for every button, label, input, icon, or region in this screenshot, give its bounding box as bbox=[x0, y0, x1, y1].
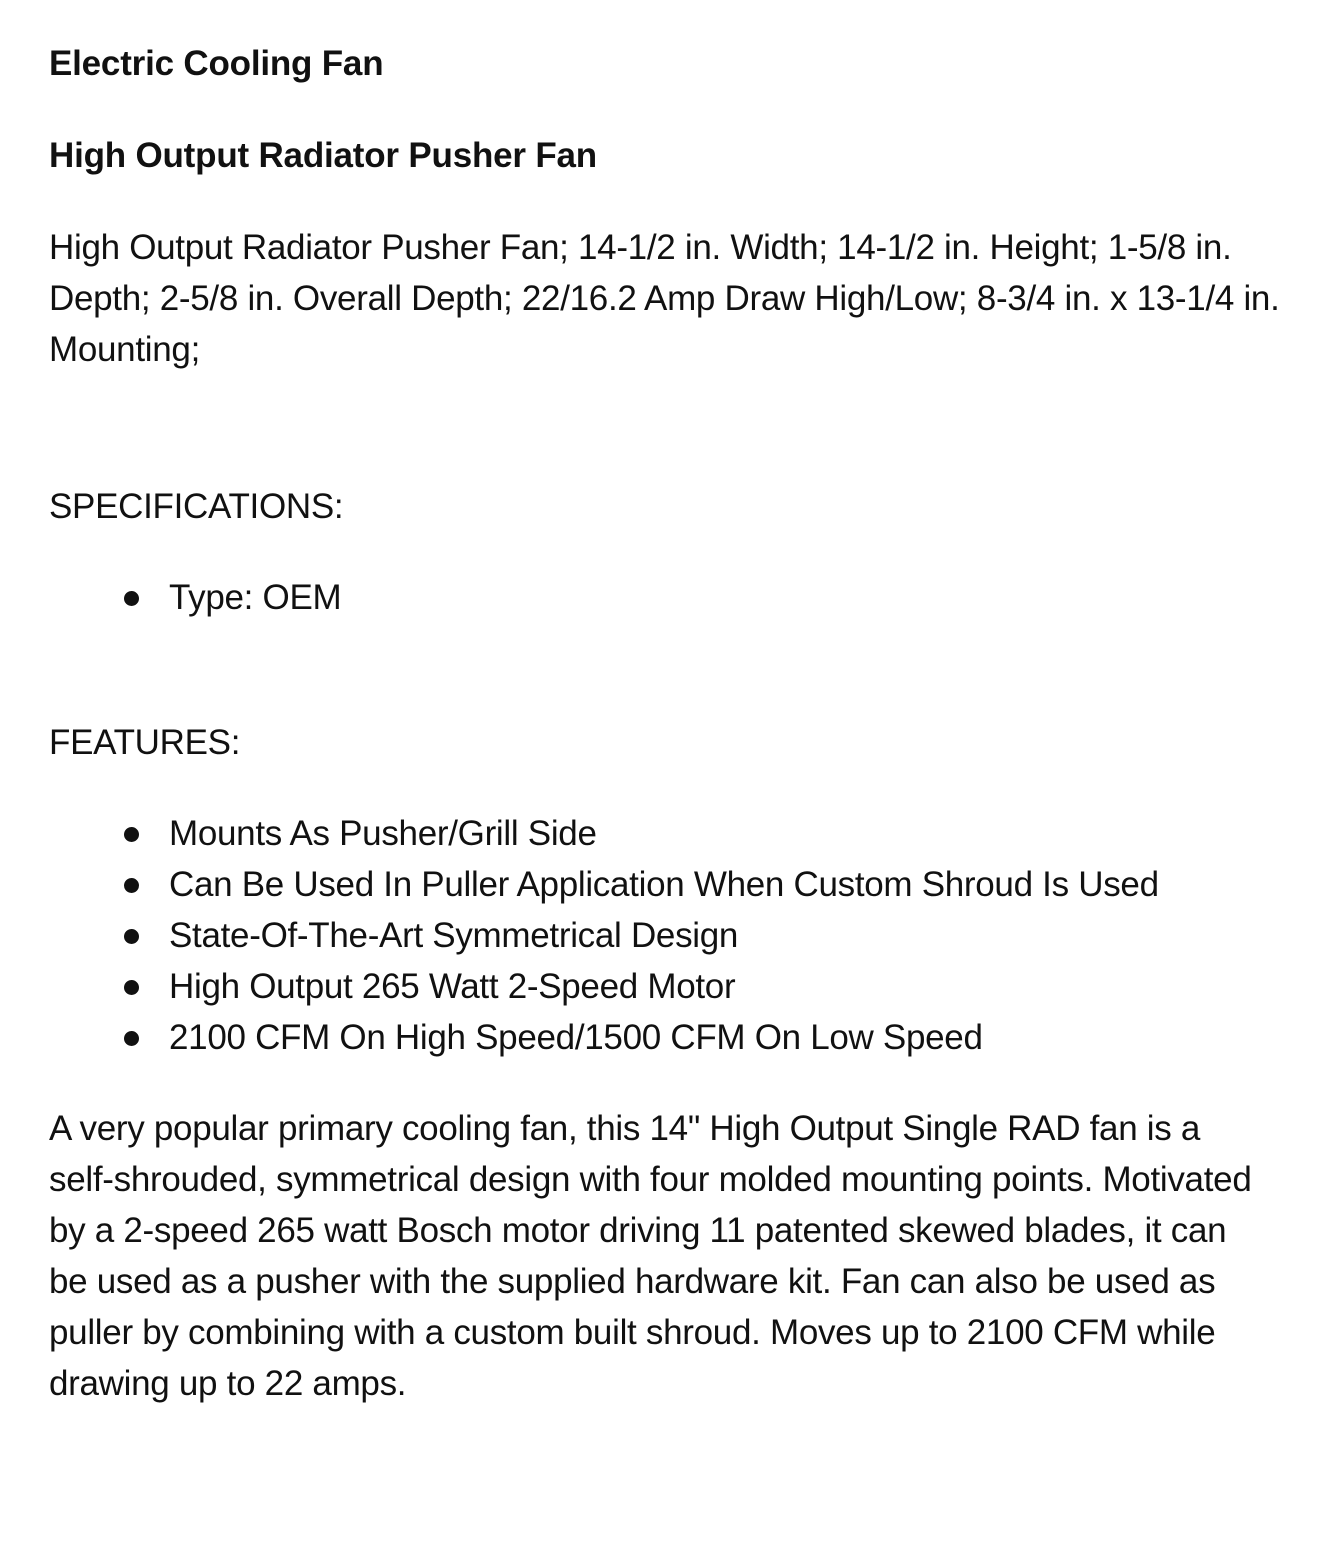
list-item-text: Mounts As Pusher/Grill Side bbox=[169, 814, 597, 853]
list-item-text: 2100 CFM On High Speed/1500 CFM On Low Speed bbox=[169, 1018, 983, 1057]
bullet-icon bbox=[124, 827, 139, 842]
features-list bbox=[49, 808, 1289, 1063]
list-item-text: Can Be Used In Puller Application When Custom Shroud Is Used bbox=[169, 865, 1159, 904]
bullet-icon bbox=[124, 1031, 139, 1046]
list-item bbox=[49, 961, 1209, 1012]
bullet-icon bbox=[124, 929, 139, 944]
page-title: Electric Cooling Fan bbox=[49, 44, 384, 83]
list-item bbox=[49, 572, 1209, 623]
specifications-list bbox=[49, 572, 1289, 623]
description-paragraph: A very popular primary cooling fan, this 14" High Output Single RAD fan is a self-shrouded, symmetrical design with four molded mounting points. Motivated by a 2-speed 265 watt Bosch motor driving 11 patented skewed blades, it can be used as a pusher with the supplied hardware kit. Fan can also be used as puller by combining with a custom built shroud. Moves up to 2100 CFM while drawing up to 22 amps. bbox=[49, 1109, 1252, 1403]
product-description bbox=[49, 38, 1289, 1409]
list-item-text: High Output 265 Watt 2-Speed Motor bbox=[169, 967, 736, 1006]
bullet-icon bbox=[124, 980, 139, 995]
bullet-icon bbox=[124, 878, 139, 893]
page-subtitle: High Output Radiator Pusher Fan bbox=[49, 136, 597, 175]
specifications-heading: SPECIFICATIONS: bbox=[49, 487, 344, 526]
bullet-icon bbox=[124, 591, 139, 606]
features-heading: FEATURES: bbox=[49, 723, 241, 762]
list-item bbox=[49, 859, 1209, 910]
list-item-text: State-Of-The-Art Symmetrical Design bbox=[169, 916, 739, 955]
list-item bbox=[49, 808, 1209, 859]
list-item bbox=[49, 1012, 1209, 1063]
intro-paragraph: High Output Radiator Pusher Fan; 14-1/2 in. Width; 14-1/2 in. Height; 1-5/8 in. Depth; 2-5/8 in. Overall Depth; 22/16.2 Amp Draw High/Low; 8-3/4 in. x 13-1/4 in. Mounting; bbox=[49, 228, 1280, 369]
list-item bbox=[49, 910, 1209, 961]
list-item-text: Type: OEM bbox=[169, 578, 342, 617]
